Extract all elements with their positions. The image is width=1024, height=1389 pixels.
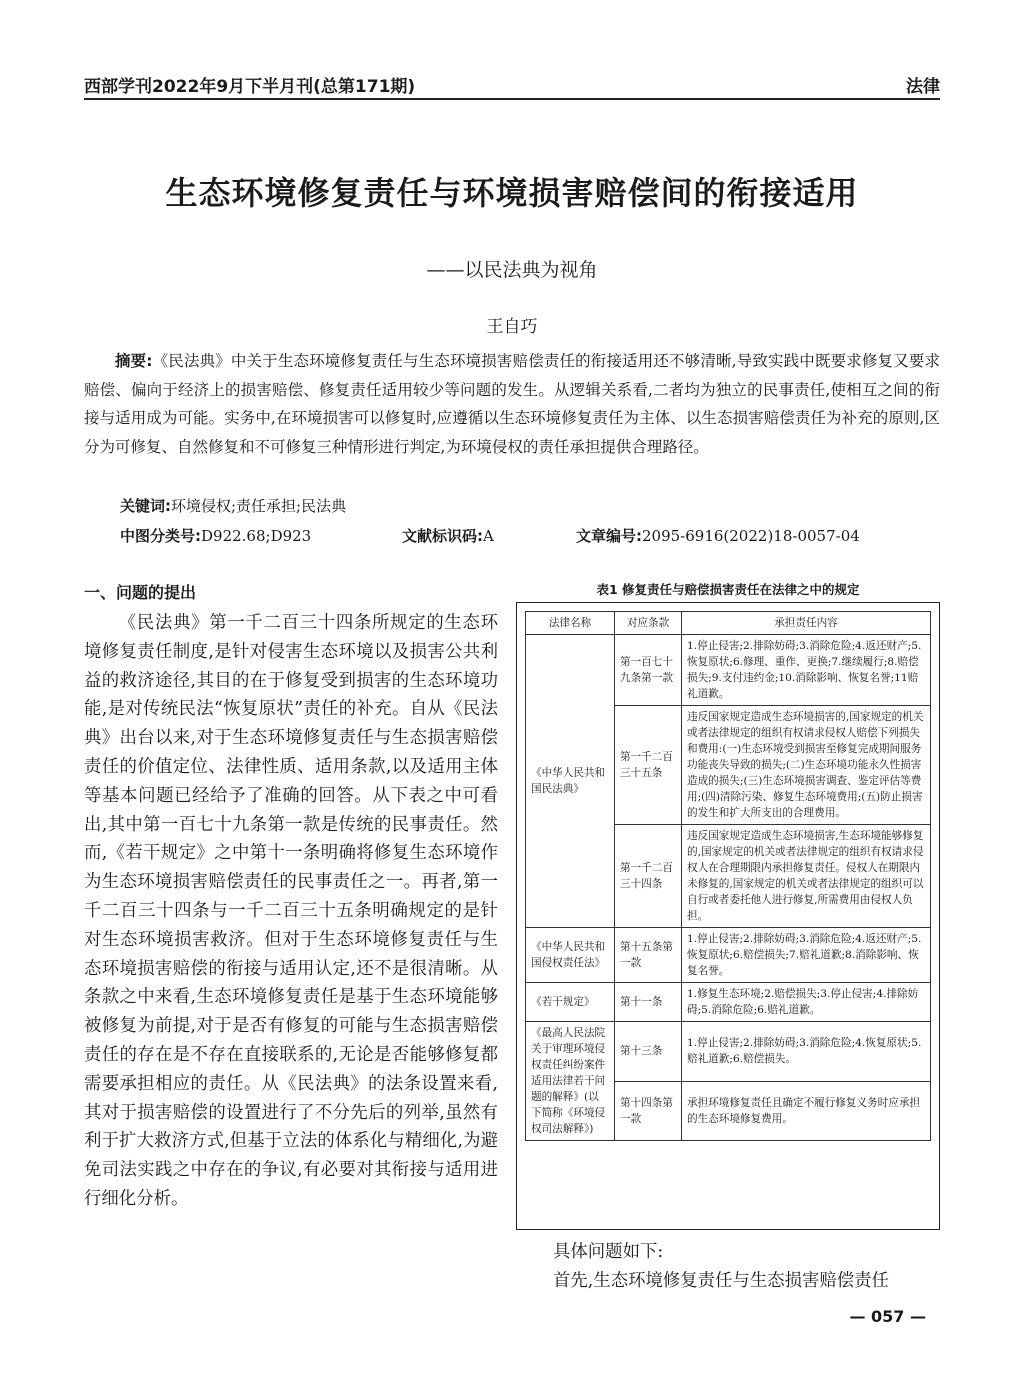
- journal-info: 西部学刊2022年9月下半月刊(总第171期): [84, 77, 416, 97]
- clause: 第十五条第一款: [615, 928, 682, 983]
- keywords-label: 关键词:: [120, 497, 171, 515]
- table-row: [526, 1022, 931, 1082]
- content: 1.停止侵害;2.排除妨碍;3.消除危险;4.恢复原状;5.赔礼道歉;6.赔偿损失。: [682, 1022, 931, 1082]
- article-subtitle: ——以民法典为视角: [426, 259, 598, 281]
- law-name: 《若干规定》: [526, 983, 615, 1022]
- header-law: 法律名称: [526, 612, 615, 635]
- abstract-label: 摘要:: [115, 352, 153, 370]
- law-name: 《最高人民法院关于审理环境侵权责任纠纷案件适用法律若干问题的解释》(以下简称《环境侵权司法解释》): [526, 1022, 615, 1141]
- table-caption: 表1 修复责任与赔偿损害责任在法律之中的规定: [596, 582, 860, 597]
- content: 违反国家规定造成生态环境损害的,国家规定的机关或者法律规定的组织有权请求侵权人赔偿下列损失和费用:(一)生态环境受到损害至修复完成期间服务功能丧失导致的损失;(二)生态环境功能永久性损害造成的损失;(三)生态环境损害调查、鉴定评估等费用;(四)清除污染、修复生态环境费用;(五)防止损害的发生和扩大所支出的合理费用。: [682, 706, 931, 825]
- law-name: 《中华人民共和国民法典》: [526, 635, 615, 928]
- abstract-text: 《民法典》中关于生态环境修复责任与生态环境损害赔偿责任的衔接适用还不够清晰,导致实践中既要求修复又要求赔偿、偏向于经济上的损害赔偿、修复责任适用较少等问题的发生。从逻辑关系看,二者均为独立的民事责任,使相互之间的衔接与适用成为可能。实务中,在环境损害可以修复时,应遵循以生态环境修复责任为主体、以生态损害赔偿责任为补充的原则,区分为可修复、自然修复和不可修复三种情形进行判定,为环境侵权的责任承担提供合理路径。: [84, 352, 940, 456]
- clause: 第一千二百三十四条: [615, 825, 682, 928]
- table-row: [526, 635, 931, 706]
- abstract: [84, 347, 940, 461]
- author-name: 王自巧: [486, 317, 538, 337]
- document-code: 文献标识码:A: [402, 527, 494, 545]
- table-row: [526, 928, 931, 983]
- clause: 第十三条: [615, 1022, 682, 1082]
- keywords: [120, 495, 346, 516]
- keywords-text: 环境侵权;责任承担;民法典: [171, 497, 347, 515]
- section-heading: 一、问题的提出: [84, 583, 197, 602]
- content: 1.停止侵害;2.排除妨碍;3.消除危险;4.返还财产;5.恢复原状;6.赔偿损失;7.赔礼道歉;8.消除影响、恢复名誉。: [682, 928, 931, 983]
- running-header: [84, 72, 940, 100]
- section-name: 法律: [906, 77, 940, 97]
- clause: 第十四条第一款: [615, 1081, 682, 1141]
- clause: 第一千二百三十五条: [615, 706, 682, 825]
- header-clause: 对应条款: [615, 612, 682, 635]
- regulation-table: [525, 611, 931, 1141]
- header-rule: [84, 98, 940, 100]
- content: 承担环境修复责任且确定不履行修复义务时应承担的生态环境修复费用。: [682, 1081, 931, 1141]
- table-header-row: [526, 612, 931, 635]
- clause: 第一百七十九条第一款: [615, 635, 682, 706]
- section-paragraph: 《民法典》第一千二百三十四条所规定的生态环境修复责任制度,是针对侵害生态环境以及损害公共利益的救济途径,其目的在于修复受到损害的生态环境功能,是对传统民法“恢复原状”责任的补充。自从《民法典》出台以来,对于生态环境修复责任与生态损害赔偿责任的价值定位、法律性质、适用条款,以及适用主体等基本问题已经给予了准确的回答。从下表之中可看出,其中第一百七十九条第一款是传统的民事责任。然而,《若干规定》之中第十一条明确将修复生态环境作为生态环境损害赔偿责任的民事责任之一。再者,第一千二百三十四条与一千二百三十五条明确规定的是针对生态环境损害救济。但对于生态环境修复责任与生态环境损害赔偿的衔接与适用认定,还不是很清晰。从条款之中来看,生态环境修复责任是基于生态环境能够被修复为前提,对于是否有修复的可能与生态损害赔偿责任的存在是不存在直接联系的,无论是否能够修复都需要承担相应的责任。从《民法典》的法条设置来看,其对于损害赔偿的设置进行了不分先后的列举,虽然有利于扩大救济方式,但基于立法的体系化与精细化,为避免司法实践之中存在的争议,有必要对其衔接与适用进行细化分析。: [84, 613, 498, 1209]
- page-number: — 057 —: [849, 1307, 926, 1326]
- article-title: 生态环境修复责任与环境损害赔偿间的衔接适用: [165, 174, 859, 212]
- right-line-2: 首先,生态环境修复责任与生态损害赔偿责任: [553, 1270, 889, 1291]
- content: 1.停止侵害;2.排除妨碍;3.消除危险;4.返还财产;5.恢复原状;6.修理、重作、更换;7.继续履行;8.赔偿损失;9.支付违约金;10.消除影响、恢复名誉;11赔礼道歉。: [682, 635, 931, 706]
- content: 违反国家规定造成生态环境损害,生态环境能够修复的,国家规定的机关或者法律规定的组织有权请求侵权人在合理期限内承担修复责任。侵权人在期限内未修复的,国家规定的机关或者法律规定的组织可以自行或者委托他人进行修复,所需费用由侵权人负担。: [682, 825, 931, 928]
- article-number: 文章编号:2095-6916(2022)18-0057-04: [576, 527, 860, 545]
- right-line-1: 具体问题如下:: [553, 1242, 664, 1262]
- header-content: 承担责任内容: [682, 612, 931, 635]
- left-column: [84, 580, 498, 1214]
- table-frame: [516, 602, 940, 1230]
- clause: 第十一条: [615, 983, 682, 1022]
- law-name: 《中华人民共和国侵权责任法》: [526, 928, 615, 983]
- content: 1.修复生态环境;2.赔偿损失;3.停止侵害;4.排除妨碍;5.消除危险;6.赔礼道歉。: [682, 983, 931, 1022]
- right-column-text: [553, 1238, 943, 1296]
- clc-code: 中图分类号:D922.68;D923: [120, 527, 312, 545]
- table-row: [526, 983, 931, 1022]
